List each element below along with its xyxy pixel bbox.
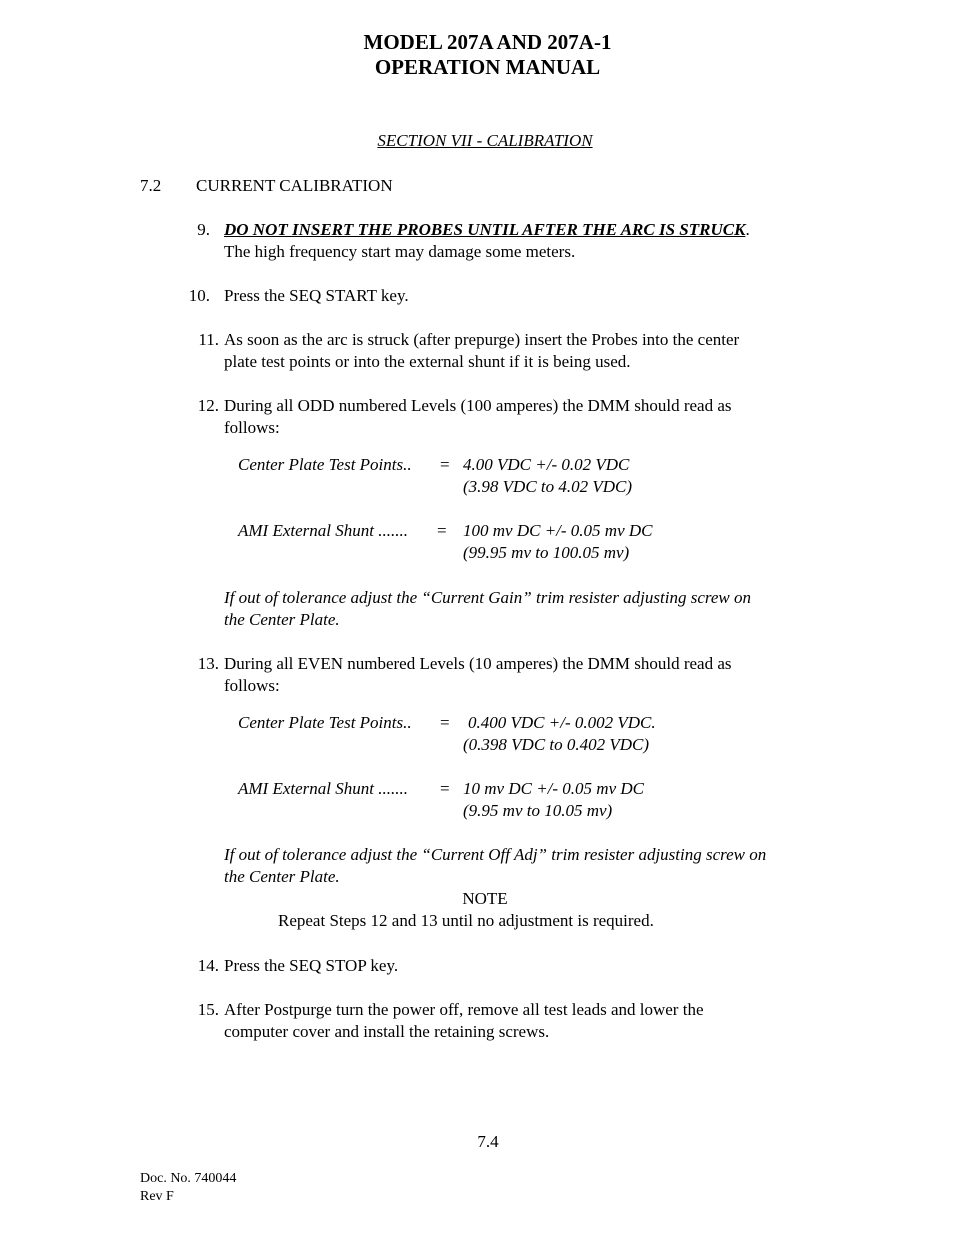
step-9-warning-line (224, 219, 750, 241)
step-12-center-plate-equals: = (440, 455, 450, 474)
page-number: 7.4 (477, 1132, 499, 1151)
step-15-text-line2: computer cover and install the retaining screws. (224, 1022, 550, 1041)
step-15-text-line1: After Postpurge turn the power off, remove all test leads and lower the (224, 1000, 704, 1019)
section-title: SECTION VII - CALIBRATION (377, 131, 593, 150)
step-13-center-plate-value: 0.400 VDC +/- 0.002 VDC. (468, 713, 656, 732)
step-15-number: 15. (197, 1000, 219, 1019)
document-title-line2: OPERATION MANUAL (374, 55, 601, 79)
step-14-number: 14. (197, 956, 219, 975)
step-11-text-line1: As soon as the arc is struck (after prepurge) insert the Probes into the center (224, 330, 740, 349)
step-12-text-line1: During all ODD numbered Levels (100 amperes) the DMM should read as (224, 396, 732, 415)
step-12-ami-shunt-range: (99.95 mv to 100.05 mv) (463, 543, 630, 562)
step-9-warning: DO NOT INSERT THE PROBES UNTIL AFTER THE ARC IS STRUCK (224, 220, 746, 239)
step-13-ami-shunt-equals: = (440, 779, 450, 798)
step-13-ami-shunt-range: (9.95 mv to 10.05 mv) (463, 801, 613, 820)
step-13-text-line1: During all EVEN numbered Levels (10 amperes) the DMM should read as (224, 654, 732, 673)
step-13-ami-shunt-value: 10 mv DC +/- 0.05 mv DC (463, 779, 644, 798)
step-13-center-plate-equals: = (440, 713, 450, 732)
step-11-text-line2: plate test points or into the external shunt if it is being used. (224, 352, 631, 371)
step-12-adjust-line1: If out of tolerance adjust the “Current Gain” trim resister adjusting screw on (224, 588, 751, 607)
step-12-adjust-line2: the Center Plate. (224, 610, 340, 629)
step-12-center-plate-value: 4.00 VDC +/- 0.02 VDC (463, 455, 630, 474)
step-13-number: 13. (197, 654, 219, 673)
step-12-ami-shunt-equals: = (437, 521, 447, 540)
step-10-text: Press the SEQ START key. (224, 286, 409, 305)
step-9-text: The high frequency start may damage some meters. (224, 242, 576, 261)
step-9-warning-period: . (745, 220, 750, 239)
step-10-number: 10. (188, 286, 210, 305)
step-12-center-plate-range: (3.98 VDC to 4.02 VDC) (463, 477, 633, 496)
step-13-text-line2: follows: (224, 676, 280, 695)
step-12-ami-shunt-value: 100 mv DC +/- 0.05 mv DC (463, 521, 653, 540)
step-13-center-plate-label: Center Plate Test Points.. (238, 713, 412, 732)
step-11-number: 11. (198, 330, 219, 349)
step-13-center-plate-range: (0.398 VDC to 0.402 VDC) (463, 735, 650, 754)
step-12-ami-shunt-label: AMI External Shunt ....... (238, 521, 408, 540)
document-title-line1: MODEL 207A AND 207A-1 (363, 30, 612, 54)
subsection-number: 7.2 (140, 176, 162, 195)
step-13-ami-shunt-label: AMI External Shunt ....... (238, 779, 408, 798)
revision: Rev F (140, 1189, 174, 1204)
subsection-title: CURRENT CALIBRATION (196, 176, 393, 195)
step-12-center-plate-label: Center Plate Test Points.. (238, 455, 412, 474)
step-9-number: 9. (197, 220, 210, 239)
note-title: NOTE (462, 889, 508, 908)
step-12-text-line2: follows: (224, 418, 280, 437)
step-13-adjust-line1: If out of tolerance adjust the “Current Off Adj” trim resister adjusting screw on (224, 845, 767, 864)
doc-number: Doc. No. 740044 (140, 1171, 237, 1186)
step-13-adjust-line2: the Center Plate. (224, 867, 340, 886)
note-text: Repeat Steps 12 and 13 until no adjustment is required. (278, 911, 654, 930)
step-14-text: Press the SEQ STOP key. (224, 956, 399, 975)
step-12-number: 12. (197, 396, 219, 415)
